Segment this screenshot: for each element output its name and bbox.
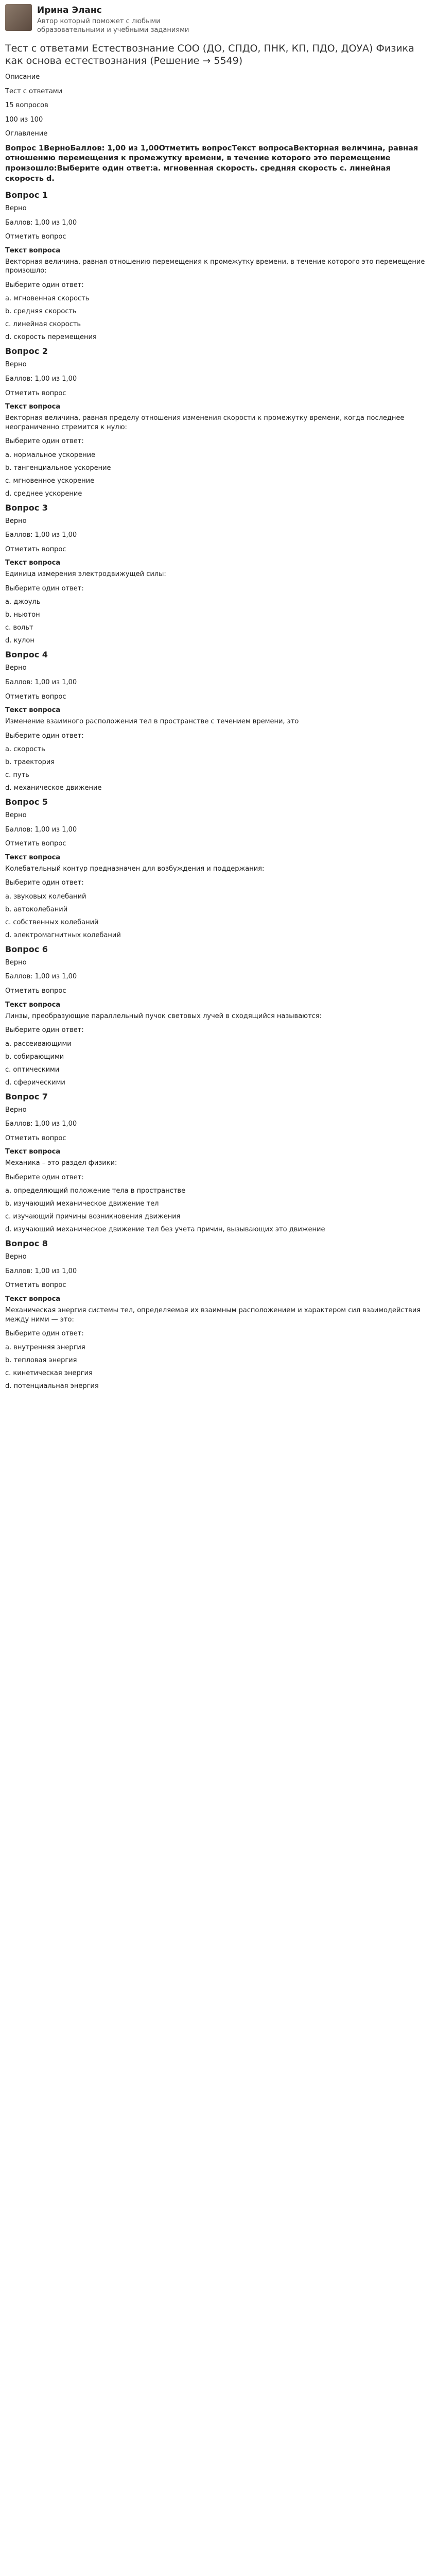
answer-option[interactable]: c. собственных колебаний [5,918,99,926]
answer-option[interactable]: b. собирающими [5,1053,64,1061]
question-block [5,1239,431,1389]
answer-option[interactable]: b. траектория [5,758,55,767]
flag-question-link[interactable]: Отметить вопрос [5,545,66,553]
answer-option[interactable]: c. линейная скорость [5,320,81,329]
choose-prompt: Выберите один ответ: [5,584,84,592]
answer-option[interactable]: d. кулон [5,637,34,645]
answer-option[interactable]: d. сферическими [5,1078,65,1087]
question-text: Единица измерения электродвижущей силы: [5,570,166,579]
question-text-heading: Текст вопроса [5,1148,61,1156]
question-text: Векторная величина, равная отношению перемещения к промежутку времени, в течение которого это перемещение произошло: [5,258,425,275]
answer-option[interactable]: d. механическое движение [5,784,102,792]
answer-option[interactable]: b. средняя скорость [5,308,77,316]
answer-option[interactable]: a. джоуль [5,598,41,606]
question-status: Верно [5,205,27,213]
meta-line: Тест с ответами [5,87,63,95]
choose-prompt: Выберите один ответ: [5,1173,84,1181]
answer-option[interactable]: c. оптическими [5,1065,60,1074]
question-text: Механика – это раздел физики: [5,1159,117,1167]
question-status: Верно [5,811,27,820]
answer-option[interactable]: c. изучающий причины возникновения движения [5,1213,181,1221]
question-text: Механическая энергия системы тел, определяемая их взаимным расположением и характером сил взаимодействия между ними — это: [5,1307,421,1324]
answer-option[interactable]: a. мгновенная скорость [5,295,90,303]
question-text-heading: Текст вопроса [5,403,61,411]
question-title: Вопрос 2 [5,346,48,357]
question-score: Баллов: 1,00 из 1,00 [5,375,77,383]
answer-option[interactable]: c. вольт [5,624,33,632]
meta-line: Описание [5,73,40,81]
answer-option[interactable]: c. мгновенное ускорение [5,477,95,485]
author-card [5,4,431,35]
answer-option[interactable]: b. тепловая энергия [5,1356,77,1364]
question-score: Баллов: 1,00 из 1,00 [5,531,77,539]
flag-question-link[interactable]: Отметить вопрос [5,987,66,995]
question-block [5,190,431,341]
question-block [5,1092,431,1234]
answer-option[interactable]: c. кинетическая энергия [5,1369,93,1377]
question-title: Вопрос 8 [5,1239,48,1249]
flag-question-link[interactable]: Отметить вопрос [5,389,66,397]
choose-prompt: Выберите один ответ: [5,437,84,446]
meta-line: 15 вопросов [5,101,48,110]
answer-option[interactable]: a. определяющий положение тела в пространстве [5,1187,186,1195]
author-name[interactable]: Ирина Эланс [37,5,102,15]
question-block [5,346,431,497]
question-score: Баллов: 1,00 из 1,00 [5,1267,77,1275]
answer-option[interactable]: d. скорость перемещения [5,333,97,342]
question-text-heading: Текст вопроса [5,559,61,567]
flag-question-link[interactable]: Отметить вопрос [5,840,66,848]
choose-prompt: Выберите один ответ: [5,1026,84,1035]
flag-question-link[interactable]: Отметить вопрос [5,233,66,241]
document-meta [5,73,431,139]
answer-option[interactable]: a. внутренняя энергия [5,1343,85,1351]
question-score: Баллов: 1,00 из 1,00 [5,973,77,981]
question-block [5,797,431,939]
question-title: Вопрос 1 [5,190,48,200]
meta-line: 100 из 100 [5,115,43,124]
question-title: Вопрос 7 [5,1091,48,1101]
question-title: Вопрос 3 [5,502,48,513]
answer-option[interactable]: b. ньютон [5,611,40,619]
answer-option[interactable]: c. путь [5,771,29,779]
question-text-heading: Текст вопроса [5,1295,61,1303]
question-text: Изменение взаимного расположения тел в пространстве с течением времени, это [5,718,299,726]
question-text-heading: Текст вопроса [5,1001,61,1009]
question-text-heading: Текст вопроса [5,706,61,715]
answer-option[interactable]: d. потенциальная энергия [5,1382,99,1390]
answer-option[interactable]: a. звуковых колебаний [5,892,86,901]
answer-option[interactable]: d. электромагнитных колебаний [5,931,121,939]
question-status: Верно [5,361,27,369]
answer-option[interactable]: b. изучающий механическое движение тел [5,1200,159,1208]
choose-prompt: Выберите один ответ: [5,879,84,887]
answer-option[interactable]: a. нормальное ускорение [5,451,96,459]
answer-option[interactable]: a. рассеивающими [5,1040,72,1048]
question-status: Верно [5,1106,27,1114]
question-score: Баллов: 1,00 из 1,00 [5,1120,77,1128]
question-title: Вопрос 6 [5,944,48,954]
choose-prompt: Выберите один ответ: [5,1330,84,1338]
question-score: Баллов: 1,00 из 1,00 [5,678,77,686]
flag-question-link[interactable]: Отметить вопрос [5,692,66,701]
author-description: Автор который поможет с любыми образовательными и учебными заданиями [37,18,189,34]
question-status: Верно [5,958,27,967]
question-status: Верно [5,664,27,672]
flag-question-link[interactable]: Отметить вопрос [5,1134,66,1142]
question-text-heading: Текст вопроса [5,246,61,255]
answer-option[interactable]: d. изучающий механическое движение тел без учета причин, вызывающих это движение [5,1226,325,1234]
document-title: Тест с ответами Естествознание СОО (ДО, СПДО, ПНК, КП, ПДО, ДОУА) Физика как основа естествознания (Решение → 5549) [5,42,414,67]
question-score: Баллов: 1,00 из 1,00 [5,825,77,834]
question-status: Верно [5,517,27,525]
answer-option[interactable]: d. среднее ускорение [5,489,82,498]
question-block [5,650,431,792]
questions-list [5,190,431,1390]
question-text: Векторная величина, равная пределу отношения изменения скорости к промежутку времени, когда последнее неограниченно стремится к нулю: [5,414,405,431]
document-intro: Вопрос 1ВерноБаллов: 1,00 из 1,00Отметить вопросТекст вопросаВекторная величина, равная отношению перемещения к промежутку времени, в течение которого это перемещение произошло:Выберите один ответ:a. мгновенная скорость. средняя скорость c. линейная скорость d. [5,144,418,183]
answer-option[interactable]: a. скорость [5,745,45,754]
answer-option[interactable]: b. тангенциальное ускорение [5,464,111,472]
question-text: Линзы, преобразующие параллельный пучок световых лучей в сходящийся называются: [5,1012,322,1020]
question-score: Баллов: 1,00 из 1,00 [5,218,77,227]
question-text-heading: Текст вопроса [5,853,61,861]
flag-question-link[interactable]: Отметить вопрос [5,1281,66,1290]
question-status: Верно [5,1253,27,1261]
choose-prompt: Выберите один ответ: [5,732,84,740]
answer-option[interactable]: b. автоколебаний [5,905,68,913]
question-block [5,503,431,645]
meta-line[interactable]: Оглавление [5,130,48,138]
question-title: Вопрос 5 [5,797,48,807]
choose-prompt: Выберите один ответ: [5,281,84,289]
question-block [5,944,431,1087]
question-title: Вопрос 4 [5,650,48,660]
question-text: Колебательный контур предназначен для возбуждения и поддержания: [5,865,265,873]
avatar[interactable] [5,4,32,31]
